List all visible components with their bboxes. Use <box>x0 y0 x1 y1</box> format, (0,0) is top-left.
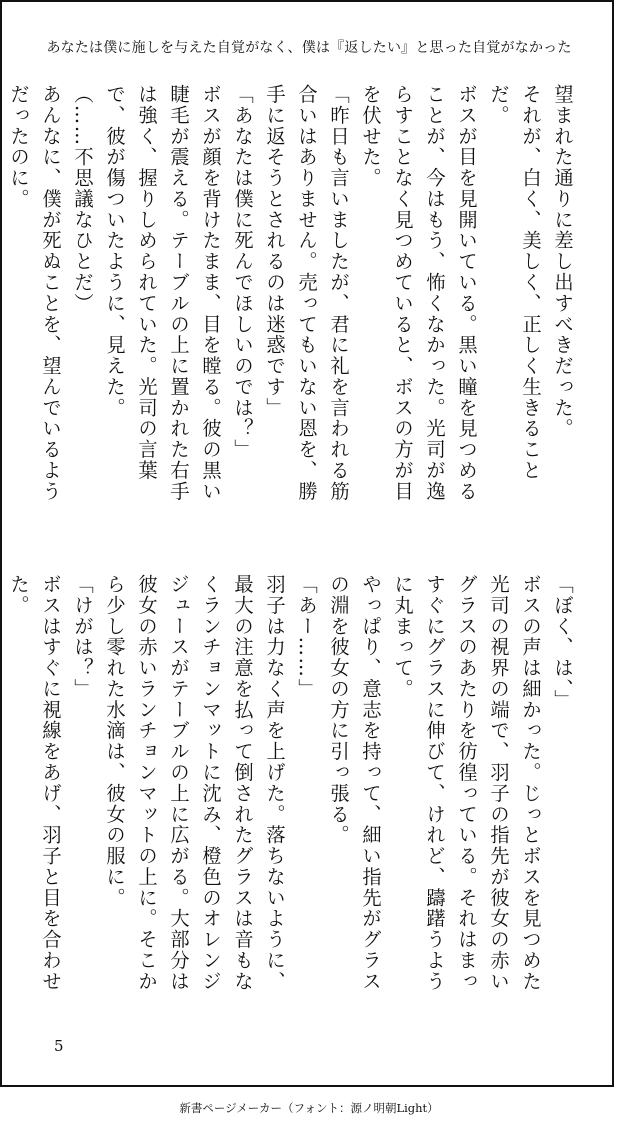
text-block-upper <box>7 84 578 514</box>
paragraph: ボスが目を見開いている。黒い瞳を見つめることが、今はもう、怖くなかった。光司が逸らすことなく見つめていると、ボスの方が目を伏せた。 <box>359 84 478 502</box>
paragraph: 望まれた通りに差し出すべきだった。 <box>551 84 574 440</box>
paragraph: あんなに、僕が死ぬことを、望んでいるようだったのに。 <box>7 84 62 502</box>
chapter-title: あなたは僕に施しを与えた自覚がなく、僕は『返したい』と思った自覚がなかった <box>46 40 572 56</box>
text-block-lower <box>7 574 578 1004</box>
paragraph: ボスの声は細かった。じっとボスを見つめた光司の視界の端で、羽子の指先が彼女の赤いグラスのあたりを彷徨っている。それはまっすぐにグラスに伸びて、けれど、躊躇うように丸まって。 <box>391 574 542 992</box>
paragraph: 羽子は力なく声を上げた。落ちないように、最大の注意を払って倒されたグラスは音もなくランチョンマットに沈み、橙色のオレンジジュースがテーブルの上に広がる。大部分は彼女の赤いランチョンマットの上に。そこから少し零れた水滴は、彼女の服に。 <box>103 574 286 992</box>
page-number: 5 <box>54 1037 64 1055</box>
paragraph: ボスが顔を背けたまま、目を瞠る。彼の黒い睫毛が震える。テーブルの上に置かれた右手は強く、握りしめられていた。光司の言葉で、彼が傷ついたように、見えた。 <box>103 84 222 502</box>
paragraph: ボスはすぐに視線をあげ、羽子と目を合わせた。 <box>7 574 62 992</box>
paragraph: （……不思議なひとだ） <box>71 84 94 314</box>
paragraph: やっぱり、意志を持って、細い指先がグラスの淵を彼女の方に引っ張る。 <box>327 574 382 992</box>
paragraph: 「ぼく、は、」 <box>551 574 574 711</box>
paragraph: 「あー……」 <box>295 574 318 700</box>
paragraph: 「けがは？」 <box>71 574 94 700</box>
paragraph: 「昨日も言いましたが、君に礼を言われる筋合いはありません。売ってもいない恩を、勝手に返そうとされるのは迷惑です」 <box>263 84 350 502</box>
paragraph: 「あなたは僕に死んでほしいのでは？」 <box>231 84 254 461</box>
footer-credit: 新書ページメーカー（フォント：源ノ明朝Light） <box>179 1101 439 1115</box>
paragraph: それが、白く、美しく、正しく生きることだ。 <box>487 84 542 481</box>
